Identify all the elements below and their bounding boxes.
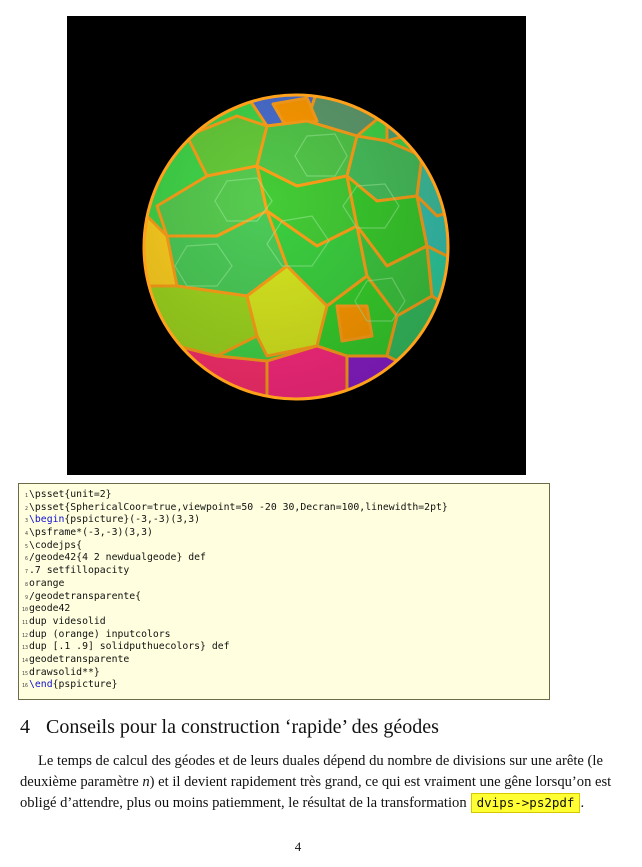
code-text: \psset{SphericalCoor=true,viewpoint=50 -20 30,Decran=100,linewidth=2pt} [29, 501, 448, 513]
geode-figure [67, 16, 526, 475]
code-text: /geodetransparente{ [29, 590, 142, 602]
math-variable: n [142, 774, 150, 790]
code-line [19, 654, 549, 667]
line-number: 9 [24, 594, 28, 601]
code-text: {pspicture}(-3,-3)(3,3) [64, 514, 201, 526]
code-text: \psframe*(-3,-3)(3,3) [29, 527, 153, 539]
code-line [19, 629, 549, 642]
code-line [19, 565, 549, 578]
line-number: 7 [24, 569, 28, 576]
code-line [19, 502, 549, 515]
code-line [19, 489, 549, 502]
code-text: geodetransparente [29, 653, 130, 665]
code-line [19, 603, 549, 616]
page-number: 4 [294, 839, 302, 854]
code-text: geode42 [29, 603, 71, 615]
line-number: 12 [21, 632, 28, 639]
paragraph-text: . [580, 795, 585, 811]
code-text: orange [29, 577, 65, 589]
line-number: 13 [21, 645, 28, 652]
code-text: dup [.1 .9] solidputhuecolors} def [29, 641, 230, 653]
section-title: Conseils pour la construction ‘rapide’ des géodes [46, 716, 439, 738]
line-number: 11 [21, 619, 28, 626]
paragraph-text: obligé d’attendre, plus ou moins patiemment, le résultat de la transformation [20, 795, 467, 811]
line-number: 3 [24, 518, 28, 525]
code-line [19, 667, 549, 680]
line-number: 1 [24, 493, 28, 499]
line-number: 6 [24, 556, 28, 563]
code-line [19, 552, 549, 565]
body-paragraph [20, 751, 616, 814]
code-text: dup videsolid [29, 615, 106, 627]
code-keyword: \end [29, 679, 53, 691]
line-number: 10 [21, 607, 28, 614]
code-text: dup (orange) inputcolors [29, 628, 171, 640]
code-lines [19, 489, 549, 692]
code-line [19, 591, 549, 604]
paragraph-line [20, 772, 616, 793]
code-listing [18, 483, 550, 700]
line-number: 16 [21, 683, 28, 690]
section-heading [20, 716, 620, 739]
line-number: 8 [24, 581, 28, 588]
code-text: \codejps{ [29, 539, 83, 551]
code-text: \psset{unit=2} [29, 489, 112, 500]
code-text: /geode42{4 2 newdualgeode} def [29, 552, 206, 564]
paragraph-line: Le temps de calcul des géodes et de leurs duales dépend du nombre de divisions sur une arête (le [38, 753, 603, 769]
paragraph-text: deuxième paramètre [20, 774, 143, 790]
code-line [19, 616, 549, 629]
geodesic-sphere-icon [67, 16, 526, 475]
line-number: 15 [21, 670, 28, 677]
code-line [19, 578, 549, 591]
code-line [19, 514, 549, 527]
code-line [19, 527, 549, 540]
paragraph-text: ) et il devient rapidement très grand, ce qui est vraiment une gêne lorsqu’on est [149, 774, 612, 790]
line-number: 14 [21, 657, 28, 664]
line-number: 5 [24, 543, 28, 550]
section-number: 4 [20, 716, 30, 738]
code-line [19, 641, 549, 654]
code-line [19, 540, 549, 553]
code-line [19, 679, 549, 692]
paragraph-line [20, 793, 616, 814]
line-number: 2 [24, 505, 28, 512]
code-text: {pspicture} [52, 679, 118, 691]
inline-command: dvips->ps2pdf [471, 793, 581, 813]
code-text: drawsolid**} [29, 666, 100, 678]
code-keyword: \begin [29, 514, 65, 526]
code-text: .7 setfillopacity [29, 565, 130, 577]
line-number: 4 [24, 531, 28, 538]
